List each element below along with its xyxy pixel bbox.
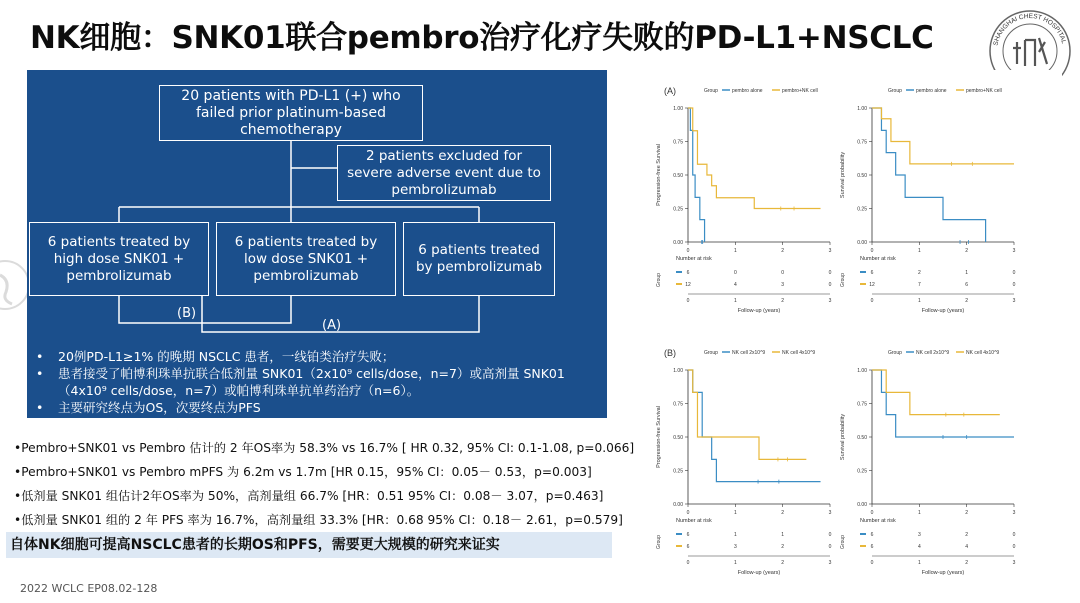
risk-x-tick-label: 3: [1012, 560, 1016, 566]
x-tick-label: 3: [1012, 248, 1016, 254]
risk-table-cell: 6: [870, 532, 874, 538]
risk-table-cell: 6: [686, 544, 690, 550]
excluded-box: 2 patients excluded for severe adverse event due to pembrolizumab: [337, 145, 551, 201]
legend-entry: NK cell 4x10^9: [966, 350, 1000, 356]
x-tick-label: 1: [917, 248, 921, 254]
risk-table-cell: 12: [685, 282, 691, 288]
risk-table-cell: 3: [917, 532, 921, 538]
risk-x-tick-label: 0: [870, 560, 874, 566]
x-tick-label: 3: [828, 510, 832, 516]
label-b: (B): [177, 306, 197, 321]
result-line: •Pembro+SNK01 vs Pembro mPFS 为 6.2m vs 1.7m [HR 0.15，95% CI：0.05－ 0.53，p=0.003]: [14, 465, 592, 479]
result-line: •Pembro+SNK01 vs Pembro 估计的 2 年OS率为 58.3% vs 16.7% [ HR 0.32, 95% CI: 0.1-1.08, p=0.066]: [14, 441, 635, 455]
risk-table-cell: 0: [828, 270, 832, 276]
risk-x-tick-label: 3: [1012, 298, 1016, 304]
risk-table-cell: 6: [870, 270, 874, 276]
bullet-item: • 患者接受了帕博利珠单抗联合低剂量 SNK01（2x10⁹ cells/dose，n=7）或高剂量 SNK01（4x10⁹ cells/dose，n=7）或帕博利珠单抗单药治疗（n=6）。: [36, 366, 565, 398]
risk-table-cell: 0: [828, 544, 832, 550]
x-axis-label: Follow-up (years): [921, 308, 965, 314]
risk-table-cell: 2: [917, 270, 921, 276]
risk-table-group-label: Group: [840, 535, 846, 549]
risk-x-tick-label: 1: [917, 560, 921, 566]
risk-table-cell: 6: [686, 270, 690, 276]
conclusion-banner: 自体NK细胞可提高NSCLC患者的长期OS和PFS，需要更大规模的研究来证实: [6, 532, 612, 558]
risk-table-cell: 1: [965, 270, 969, 276]
y-axis-label: Progression-free Survival: [656, 144, 662, 206]
x-tick-label: 0: [870, 510, 874, 516]
series-line-2: [688, 370, 806, 459]
x-tick-label: 0: [686, 248, 690, 254]
risk-table-cell: 12: [869, 282, 875, 288]
series-line-1: [688, 108, 705, 242]
result-line: •低剂量 SNK01 组的 2 年 PFS 率为 16.7%，高剂量组 33.3% [HR：0.68 95% CI：0.18－ 2.61，p=0.579]: [14, 513, 623, 527]
y-tick-label: 0.00: [673, 502, 683, 508]
y-tick-label: 0.75: [857, 401, 867, 408]
x-axis-label: Follow-up (years): [921, 570, 965, 576]
x-tick-label: 2: [965, 510, 969, 516]
y-tick-label: 0.25: [857, 468, 867, 475]
enrollment-box: 20 patients with PD-L1 (+) who failed prior platinum-based chemotherapy: [159, 85, 423, 141]
study-bullets: [30, 348, 600, 416]
risk-table-cell: 0: [828, 282, 832, 288]
y-tick-label: 0.50: [673, 435, 683, 441]
legend-title: Group: [888, 88, 902, 94]
y-tick-label: 1.00: [857, 368, 867, 374]
risk-x-tick-label: 2: [781, 298, 785, 304]
y-tick-label: 0.75: [673, 139, 683, 146]
risk-table-cell: 0: [828, 532, 832, 538]
risk-table-title: Number at risk: [676, 518, 712, 524]
x-tick-label: 1: [917, 510, 921, 516]
legend-title: Group: [888, 350, 902, 356]
y-tick-label: 0.75: [673, 401, 683, 408]
citation-footer: 2022 WCLC EP08.02-128: [20, 582, 158, 595]
y-tick-label: 0.50: [857, 173, 867, 179]
risk-table-cell: 4: [733, 282, 737, 288]
risk-x-tick-label: 1: [733, 298, 737, 304]
risk-table-cell: 0: [1012, 270, 1016, 276]
x-tick-label: 2: [965, 248, 969, 254]
legend-entry: NK cell 4x10^9: [782, 350, 816, 356]
series-line-1: [688, 370, 821, 482]
risk-table-cell: 6: [686, 532, 690, 538]
risk-table-cell: 6: [870, 544, 874, 550]
pembro-arm-box: 6 patients treated by pembrolizumab: [403, 222, 555, 296]
y-tick-label: 1.00: [673, 106, 683, 112]
legend-entry: NK cell 2x10^9: [916, 350, 950, 356]
high-dose-arm-box: 6 patients treated by high dose SNK01 + pembrolizumab: [29, 222, 209, 296]
risk-table-title: Number at risk: [676, 256, 712, 262]
risk-table-cell: 7: [917, 282, 921, 288]
y-tick-label: 0.25: [857, 206, 867, 213]
legend-entry: NK cell 2x10^9: [732, 350, 766, 356]
legend-entry: pembro+NK cell: [966, 88, 1002, 94]
x-tick-label: 0: [686, 510, 690, 516]
risk-table-cell: 1: [781, 532, 785, 538]
series-line-2: [688, 108, 821, 209]
risk-table-cell: 2: [965, 532, 969, 538]
low-dose-arm-box: 6 patients treated by low dose SNK01 + pembrolizumab: [216, 222, 396, 296]
x-tick-label: 2: [781, 248, 785, 254]
y-tick-label: 0.00: [857, 240, 867, 246]
legend-title: Group: [704, 350, 718, 356]
y-tick-label: 0.00: [673, 240, 683, 246]
risk-x-tick-label: 0: [686, 560, 690, 566]
bullet-item: • 20例PD-L1≥1% 的晚期 NSCLC 患者，一线铂类治疗失败；: [36, 349, 395, 364]
results-list: [14, 436, 635, 532]
legend-title: Group: [704, 88, 718, 94]
y-tick-label: 0.25: [673, 468, 683, 475]
x-tick-label: 0: [870, 248, 874, 254]
risk-x-tick-label: 2: [965, 560, 969, 566]
legend-entry: pembro alone: [916, 88, 947, 94]
label-a: (A): [322, 318, 342, 333]
risk-x-tick-label: 1: [917, 298, 921, 304]
risk-table-title: Number at risk: [860, 256, 896, 262]
risk-table-group-label: Group: [656, 535, 662, 549]
risk-table-cell: 0: [781, 270, 785, 276]
risk-x-tick-label: 0: [870, 298, 874, 304]
risk-table-cell: 3: [733, 544, 737, 550]
y-tick-label: 0.50: [857, 435, 867, 441]
series-line-1: [872, 108, 986, 242]
risk-x-tick-label: 0: [686, 298, 690, 304]
risk-x-tick-label: 3: [828, 560, 832, 566]
risk-table-cell: 0: [1012, 544, 1016, 550]
x-tick-label: 1: [733, 248, 737, 254]
risk-table-cell: 0: [1012, 282, 1016, 288]
risk-table-title: Number at risk: [860, 518, 896, 524]
risk-table-cell: 6: [965, 282, 969, 288]
risk-x-tick-label: 2: [781, 560, 785, 566]
risk-x-tick-label: 1: [733, 560, 737, 566]
y-axis-label: Survival probability: [840, 151, 846, 199]
x-axis-label: Follow-up (years): [737, 308, 781, 314]
bullet-item: • 主要研究终点为OS，次要终点为PFS: [36, 400, 261, 415]
risk-table-cell: 3: [781, 282, 785, 288]
risk-table-cell: 0: [1012, 532, 1016, 538]
panel-label: (A): [664, 86, 676, 96]
x-tick-label: 3: [1012, 510, 1016, 516]
legend-entry: pembro+NK cell: [782, 88, 818, 94]
km-figure: [640, 70, 1062, 590]
x-tick-label: 3: [828, 248, 832, 254]
page-title: NK细胞：SNK01联合pembro治疗化疗失败的PD-L1+NSCLC: [30, 20, 934, 56]
risk-table-cell: 1: [733, 532, 737, 538]
series-line-2: [872, 370, 1000, 415]
y-tick-label: 0.75: [857, 139, 867, 146]
y-tick-label: 1.00: [857, 106, 867, 112]
x-axis-label: Follow-up (years): [737, 570, 781, 576]
y-tick-label: 0.25: [673, 206, 683, 213]
risk-table-group-label: Group: [656, 273, 662, 287]
y-axis-label: Progression-free Survival: [656, 406, 662, 468]
risk-x-tick-label: 2: [965, 298, 969, 304]
y-tick-label: 0.50: [673, 173, 683, 179]
y-tick-label: 1.00: [673, 368, 683, 374]
series-line-2: [872, 108, 1014, 164]
risk-table-group-label: Group: [840, 273, 846, 287]
y-axis-label: Survival probability: [840, 413, 846, 461]
svg-text:SHANGHAI CHEST HOSPITAL: SHANGHAI CHEST HOSPITAL: [992, 12, 1068, 47]
risk-table-cell: 0: [733, 270, 737, 276]
risk-table-cell: 2: [781, 544, 785, 550]
risk-table-cell: 4: [917, 544, 921, 550]
legend-entry: pembro alone: [732, 88, 763, 94]
risk-x-tick-label: 3: [828, 298, 832, 304]
x-tick-label: 1: [733, 510, 737, 516]
series-line-1: [872, 370, 1014, 437]
x-tick-label: 2: [781, 510, 785, 516]
panel-label: (B): [664, 348, 676, 358]
km-curves-panel: [640, 70, 1062, 590]
risk-table-cell: 4: [965, 544, 969, 550]
y-tick-label: 0.00: [857, 502, 867, 508]
result-line: •低剂量 SNK01 组估计2年OS率为 50%，高剂量组 66.7% [HR：0.51 95% CI：0.08－ 3.07，p=0.463]: [14, 489, 604, 503]
